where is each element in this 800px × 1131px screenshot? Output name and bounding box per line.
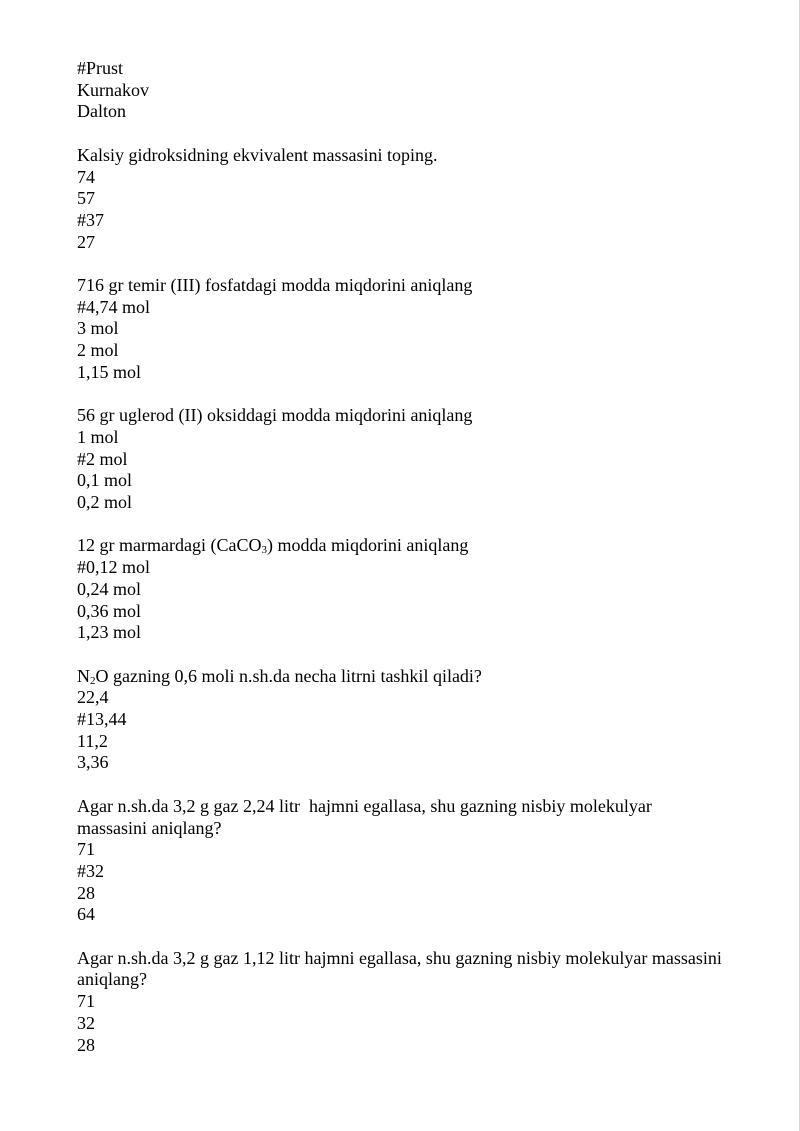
answer-option: 57 (77, 188, 95, 209)
question-block (77, 666, 767, 775)
question-text-before: N (77, 665, 90, 686)
subscript: 3 (261, 544, 267, 557)
question-block (77, 948, 767, 1057)
answer-option: 32 (77, 1012, 95, 1033)
answer-option: #2 mol (77, 448, 128, 469)
question-text: massasini aniqlang? (77, 817, 222, 838)
question-text: 56 gr uglerod (II) oksiddagi modda miqdorini aniqlang (77, 405, 473, 426)
question-text-after: ) modda miqdorini aniqlang (266, 535, 469, 556)
answer-option: 22,4 (77, 687, 109, 708)
answer-option: 0,2 mol (77, 492, 133, 513)
answer-option: 1 mol (77, 426, 119, 447)
answer-option: 71 (77, 991, 95, 1012)
question-block (77, 145, 767, 254)
answer-option: 2 mol (77, 340, 119, 361)
answer-option: 11,2 (77, 730, 108, 751)
question-block (77, 535, 767, 644)
answer-option: 1,15 mol (77, 361, 142, 382)
answer-option: #32 (77, 860, 104, 881)
answer-option: 3 mol (77, 318, 119, 339)
question-block (77, 796, 767, 926)
answer-option: 1,23 mol (77, 622, 142, 643)
answer-option: 71 (77, 839, 95, 860)
answer-option: #13,44 (77, 709, 127, 730)
answer-option: 3,36 (77, 752, 109, 773)
answer-option: #37 (77, 209, 104, 230)
answer-option: 0,24 mol (77, 578, 142, 599)
answer-option: #Prust (77, 58, 124, 78)
question-text-after: O gazning 0,6 moli n.sh.da necha litrni tashkil qiladi? (95, 665, 482, 686)
answer-option: 0,36 mol (77, 600, 142, 621)
question-block (77, 275, 767, 384)
answer-option: 0,1 mol (77, 470, 133, 491)
answer-option: #4,74 mol (77, 296, 151, 317)
question-text: 716 gr temir (III) fosfatdagi modda miqdorini aniqlang (77, 275, 473, 295)
question-text-before: 12 gr marmardagi (CaCO (77, 535, 262, 556)
question-block (77, 58, 767, 123)
answer-option: Dalton (77, 101, 126, 122)
answer-option: Kurnakov (77, 79, 149, 100)
answer-option: 27 (77, 231, 95, 252)
question-text: aniqlang? (77, 969, 147, 990)
answer-option: 28 (77, 1034, 95, 1055)
question-text (77, 666, 767, 688)
answer-option: 64 (77, 904, 95, 925)
answer-option: #0,12 mol (77, 557, 151, 578)
answer-option: 28 (77, 882, 95, 903)
document-content (77, 58, 767, 1056)
answer-option: 74 (77, 166, 95, 187)
question-text: Kalsiy gidroksidning ekvivalent massasini toping. (77, 144, 438, 165)
question-text: Agar n.sh.da 3,2 g gaz 1,12 litr hajmni egallasa, shu gazning nisbiy molekulyar massasini (77, 947, 722, 968)
question-text (77, 535, 767, 557)
question-text: Agar n.sh.da 3,2 g gaz 2,24 litr hajmni egallasa, shu gazning nisbiy molekulyar (77, 795, 652, 816)
subscript: 2 (90, 674, 96, 687)
question-block (77, 405, 767, 514)
